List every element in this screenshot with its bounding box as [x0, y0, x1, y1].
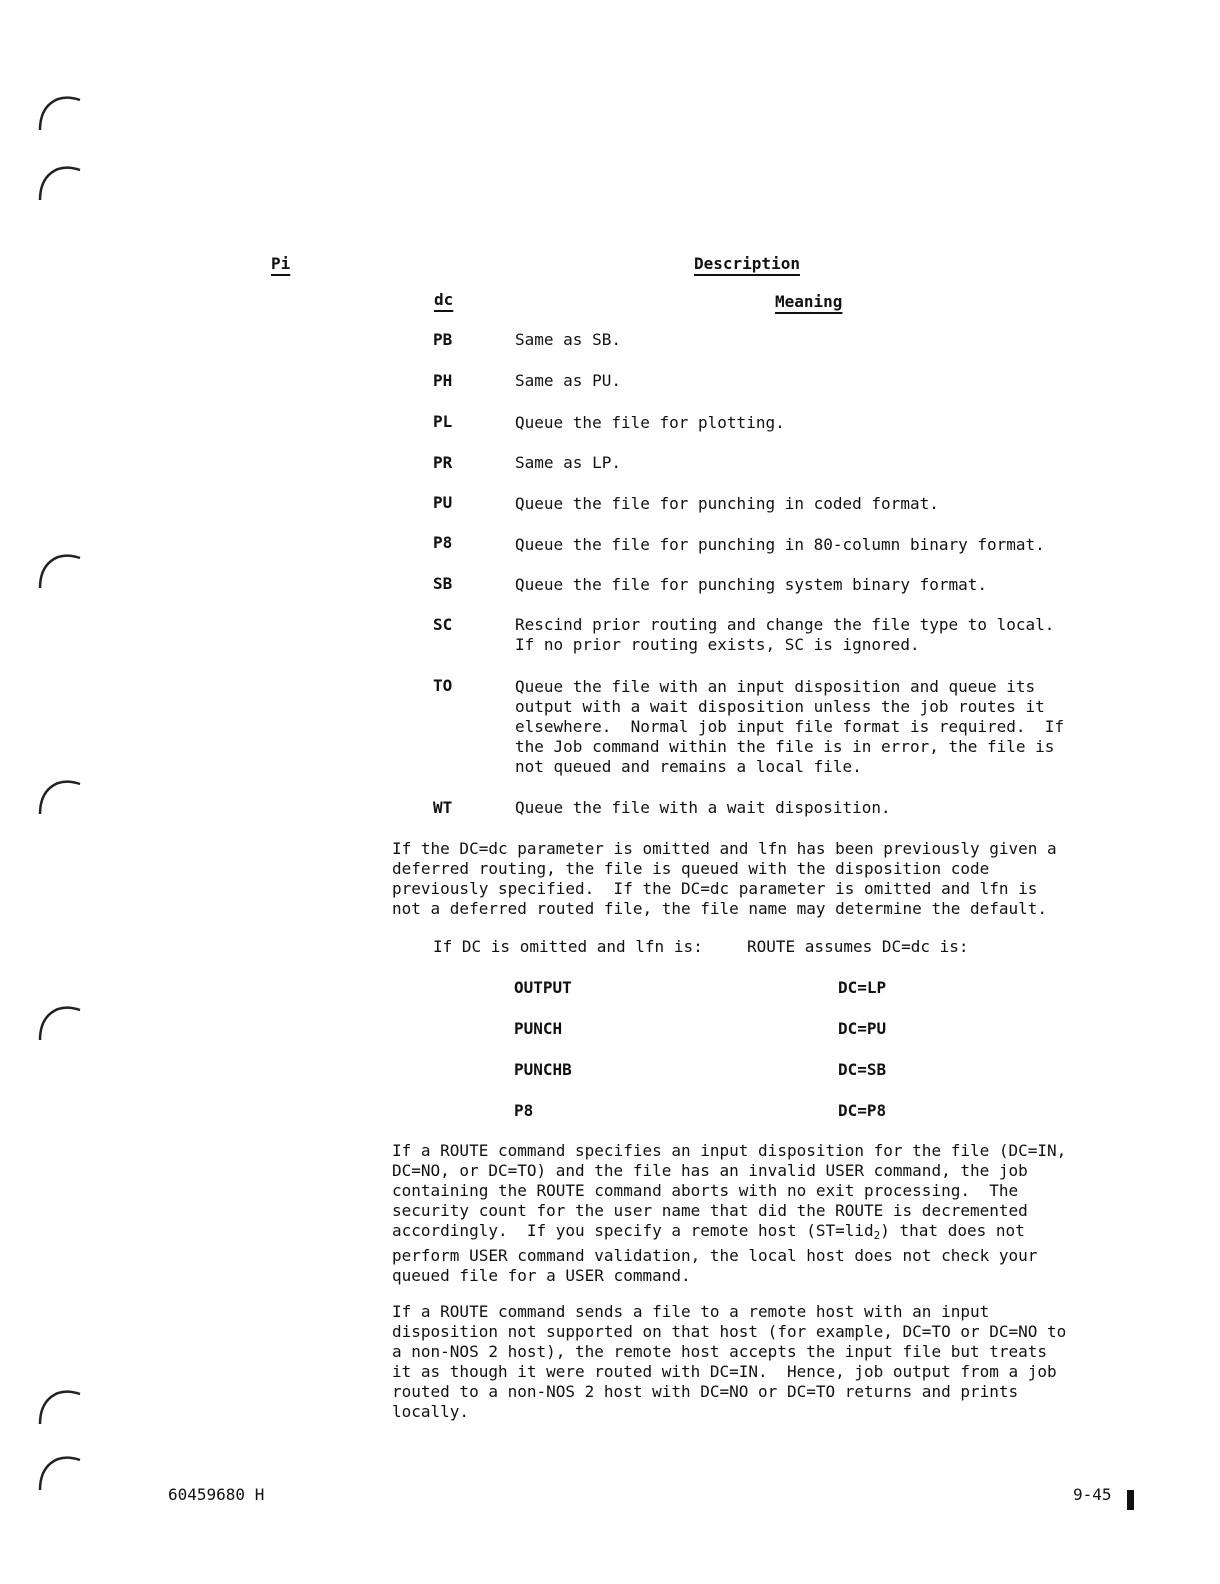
mapping-lfn: PUNCHB — [514, 1060, 572, 1079]
column-header-description: Description — [694, 254, 800, 273]
binder-hole-mark-icon — [34, 86, 82, 134]
paragraph-remote-host: If a ROUTE command sends a file to a remote host with an input disposition not supported on that host (for example, DC=TO or DC=NO to a non-NOS 2 host), the remote host accepts the input file but treats it as though it were routed with DC=IN. Hence, job output from a job routed to a non-NOS 2 host with DC=NO or DC=TO returns and prints locally. — [392, 1302, 1067, 1421]
dc-code: TO — [433, 676, 453, 695]
mapping-header-dc: ROUTE assumes DC=dc is: — [747, 937, 969, 956]
paragraph-default-disposition: If the DC=dc parameter is omitted and lfn has been previously given a deferred routing, the file is queued with the disposition code previously specified. If the DC=dc parameter is omitted and lfn is not a deferred routed file, the file name may determine the default. — [392, 839, 1057, 918]
dc-code: PR — [433, 453, 453, 472]
dc-code: P8 — [433, 533, 453, 552]
mapping-lfn: OUTPUT — [514, 978, 572, 997]
mapping-dc: DC=SB — [838, 1060, 887, 1079]
binder-hole-mark-icon — [34, 1446, 82, 1494]
dc-code: PB — [433, 330, 453, 349]
binder-hole-mark-icon — [34, 544, 82, 592]
footer-page-number: 9-45 — [1073, 1485, 1112, 1504]
binder-hole-mark-icon — [34, 1380, 82, 1428]
dc-meaning: Rescind prior routing and change the file type to local. If no prior routing exists, SC is ignored. — [515, 615, 1055, 654]
mapping-dc: DC=P8 — [838, 1101, 887, 1120]
dc-meaning: Same as LP. — [515, 453, 621, 472]
binder-hole-mark-icon — [34, 156, 82, 204]
mapping-lfn: PUNCH — [514, 1019, 563, 1038]
dc-meaning: Queue the file for plotting. — [515, 413, 785, 432]
column-header-pi: Pi — [271, 254, 291, 273]
mapping-dc: DC=LP — [838, 978, 887, 997]
dc-code: PL — [433, 412, 453, 431]
dc-code: PU — [433, 493, 453, 512]
mapping-lfn: P8 — [514, 1101, 534, 1120]
dc-code: WT — [433, 798, 453, 817]
mapping-dc: DC=PU — [838, 1019, 887, 1038]
dc-meaning: Queue the file with an input disposition and queue its output with a wait disposition unless the job routes it elsewhere. Normal job input file format is required. If the Job command within the file is in error, the file is not queued and remains a local file. — [515, 677, 1065, 776]
dc-meaning: Queue the file with a wait disposition. — [515, 798, 891, 817]
dc-code: SC — [433, 615, 453, 634]
dc-meaning: Queue the file for punching in coded format. — [515, 494, 939, 513]
change-bar — [1127, 1490, 1134, 1510]
footer-document-number: 60459680 H — [168, 1485, 265, 1504]
dc-code: SB — [433, 574, 453, 593]
binder-hole-mark-icon — [34, 996, 82, 1044]
mapping-header-lfn: If DC is omitted and lfn is: — [433, 937, 703, 956]
dc-meaning: Queue the file for punching in 80-column binary format. — [515, 535, 1045, 554]
subscript: 2 — [873, 1229, 881, 1242]
paragraph-text: ) that does not perform USER command validation, the local host does not check your queued file for a USER command. — [392, 1221, 1038, 1285]
dc-meaning: Same as SB. — [515, 330, 621, 349]
dc-code: PH — [433, 371, 453, 390]
table-header-meaning: Meaning — [775, 292, 843, 311]
paragraph-input-disposition — [392, 1141, 1066, 1286]
dc-meaning: Queue the file for punching system binary format. — [515, 575, 988, 594]
binder-hole-mark-icon — [34, 770, 82, 818]
dc-meaning: Same as PU. — [515, 371, 621, 390]
paragraph-text: If a ROUTE command specifies an input disposition for the file (DC=IN, DC=NO, or DC=TO) and the file has an invalid USER command, the job containing the ROUTE command aborts with no exit processing. The security count for the user name that did the ROUTE is decremented accordingly. If you specify a remote host (ST=lid — [392, 1141, 1067, 1240]
table-header-dc: dc — [434, 290, 454, 309]
